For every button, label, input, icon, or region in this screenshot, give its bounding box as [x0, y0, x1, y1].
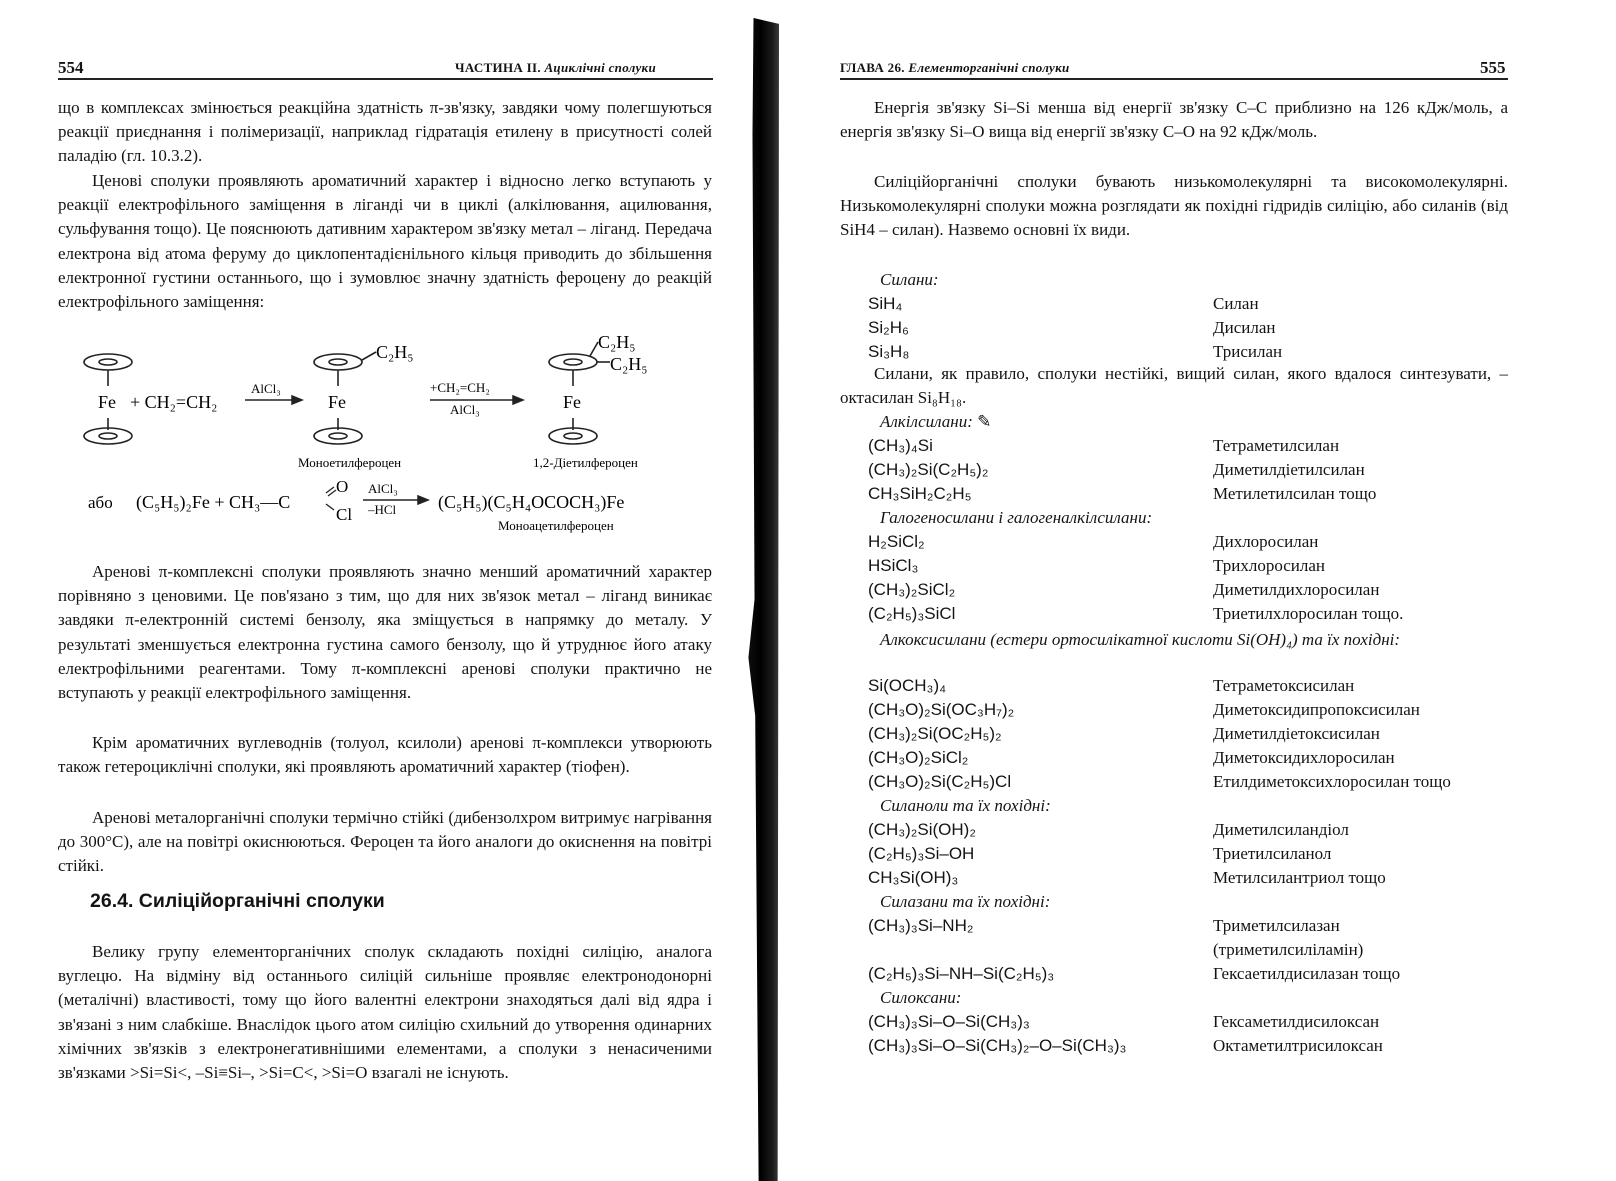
compound-name: Триметилсилазан — [1213, 916, 1340, 935]
running-head-title: Елементорганічні сполуки — [908, 60, 1070, 75]
compound-name: Гексаметилдисилоксан — [1213, 1012, 1380, 1031]
formula: (CH₃)₃Si–O–Si(CH₃)₂–O–Si(CH₃)₃ — [868, 1036, 1127, 1055]
pencil-mark-icon: ✎ — [977, 412, 992, 431]
group-title: Галогеносилани і галогеналкілсилани: — [880, 508, 1153, 527]
formula: H₂SiCl₂ — [868, 532, 925, 551]
header-rule — [840, 78, 1508, 80]
product-caption: 1,2-Діетилфероцен — [533, 455, 638, 470]
formula: (CH₃)₃Si–O–Si(CH₃)₃ — [868, 1012, 1030, 1031]
compound-name: Тетраметилсилан — [1213, 436, 1340, 455]
header-rule — [58, 78, 713, 80]
compound-name: Диметоксидихлоросилан — [1213, 748, 1395, 767]
compound-name: Тетраметоксисилан — [1213, 676, 1355, 695]
section-heading: 26.4. Силіційорганічні сполуки — [90, 890, 385, 912]
page-number: 554 — [58, 58, 84, 77]
compound-name: Октаметилтрисилоксан — [1213, 1036, 1383, 1055]
oxygen-symbol: O — [336, 477, 349, 496]
compound-name: Диметилдіетоксисилан — [1213, 724, 1380, 743]
paragraph: Велику групу елементорганічних сполук складають похідні силіцію, аналога вуглецю. На відміну від останнього силіцій сильніше проявляє електронодонорні (металічні) властивості, тому що його валентні електрони знаходяться далі від ядра і зв'язані з ним слабкіше. Внаслідок цього атом силіцію схильний до утворення одинарних хімічних зв'язків з електронегативнішими елементами, а сполуки з ненасиченими зв'язками >Si=Si<, –Si≡Si–, >Si=C<, >Si=O взагалі не існують. — [58, 942, 712, 1083]
ethyl-group: C₂H₅ — [610, 354, 648, 374]
formula: (C₂H₅)₃SiCl — [868, 604, 956, 623]
iron-symbol: Fe — [563, 392, 581, 412]
paragraph: Силани, як правило, сполуки нестійкі, вищий силан, якого вдалося синтезувати, – октасилан Si₈H₁₈. — [840, 364, 1508, 408]
group-title — [880, 412, 991, 432]
formula: (CH₃)₃Si–NH₂ — [868, 916, 974, 935]
ethyl-group: C₂H₅ — [598, 332, 636, 352]
acylation-reactants: (C₅H₅)₂Fe + CH₃—C — [136, 492, 291, 512]
carbonyl-bonds — [326, 487, 336, 510]
formula: (CH₃)₂Si(OH)₂ — [868, 820, 976, 839]
formula: (CH₃O)₂Si(C₂H₅)Cl — [868, 772, 1012, 791]
product-caption: Моноетилфероцен — [298, 455, 402, 470]
compound-name: Диметилсиландіол — [1213, 820, 1349, 839]
running-head-part: ЧАСТИНА ІІ. — [455, 60, 541, 75]
running-head-title: Ациклічні сполуки — [544, 60, 656, 75]
book-gutter-shadow — [745, 18, 779, 1181]
ethylene-reagent: + CH₂=CH₂ — [130, 392, 218, 412]
compound-name: Триетилсиланол — [1213, 844, 1332, 863]
reaction-arrow — [245, 396, 302, 404]
group-title: Силаноли та їх похідні: — [880, 796, 1051, 815]
compound-name: Диметилдіетилсилан — [1213, 460, 1365, 479]
paragraph: Силіційорганічні сполуки бувають низькомолекулярні та високомолекулярні. Низькомолекулярні сполуки можна розглядати як похідні гідридів силіцію, або силанів (від SiH4 – силан). Назвемо основні їх види. — [840, 172, 1508, 240]
compound-name: Метилсилантриол тощо — [1213, 868, 1386, 887]
formula: (CH₃O)₂SiCl₂ — [868, 748, 969, 767]
paragraph: Енергія зв'язку Si–Si менша від енергії зв'язку С–С приблизно на 126 кДж/моль, а енергія зв'язку Si–O вища від енергії зв'язку С–О на 92 кДж/моль. — [840, 98, 1508, 142]
compound-name: Гексаетилдисилазан тощо — [1213, 964, 1401, 983]
running-head — [455, 60, 656, 76]
or-word: або — [88, 493, 113, 512]
formula: Si(OCH₃)₄ — [868, 676, 947, 695]
paragraph: Ценові сполуки проявляють ароматичний характер і відносно легко вступають у реакції електрофільного заміщення в ліганді чи в циклі (алкілювання, ацилювання, сульфування тощо). Це пояснюють дативним характером зв'язку метал – ліганд. Передача електрона від атома феруму до циклопентадієнільного кільця приводить до збільшення електронної густини останнього, що і зумовлює значну здатність фероцену до реакцій електрофільного заміщення: — [58, 171, 712, 312]
compound-name: Метилетилсилан тощо — [1213, 484, 1377, 503]
compound-name: Диметилдихлоросилан — [1213, 580, 1380, 599]
compound-name: (триметилсиліламін) — [1213, 940, 1364, 959]
compound-name: Дисилан — [1213, 318, 1276, 337]
formula: SiH₄ — [868, 294, 903, 313]
paragraph: Крім ароматичних вуглеводнів (толуол, ксилоли) аренові π-комплекси утворюють також гетероциклічні сполуки, які проявляють ароматичний характер (тіофен). — [58, 733, 712, 777]
formula: (C₂H₅)₃Si–NH–Si(C₂H₅)₃ — [868, 964, 1055, 983]
group-title: Силазани та їх похідні: — [880, 892, 1051, 911]
formula: (CH₃)₂SiCl₂ — [868, 580, 956, 599]
ferrocene-reaction-scheme — [58, 330, 758, 545]
group-title: Алкоксисилани (естери ортосилікатної кислоти Si(OH)₄) та їх похідні: — [880, 630, 1401, 649]
product-caption: Моноацетилфероцен — [498, 518, 614, 533]
ethyl-group: C₂H₅ — [376, 342, 414, 362]
paragraph: Аренові π-комплексні сполуки проявляють значно менший ароматичний характер порівняно з ценовими. Це пов'язано з тим, що для них зв'язок метал – ліганд виникає завдяки π-електронній системі бензолу, яка зміщується в напрямку до металу. У результаті зменшується електронна густина самого бензолу, що й утруднює його атаку електрофільними реагентами. Тому π-комплексні аренові сполуки практично не вступають у реакції електрофільного заміщення. — [58, 562, 712, 703]
running-head — [840, 60, 1070, 76]
formula: (CH₃)₂Si(C₂H₅)₂ — [868, 460, 989, 479]
running-head-chapter: ГЛАВА 26. — [840, 60, 905, 75]
iron-symbol: Fe — [98, 392, 116, 412]
compound-name: Етилдиметоксихлоросилан тощо — [1213, 772, 1451, 791]
paragraph: що в комплексах змінюється реакційна здатність π-зв'язку, завдяки чому полегшуються реакції приєднання і полімеризації, наприклад гідратація етилену в присутності солей паладію (гл. 10.3.2). — [58, 98, 712, 166]
compound-name: Триетилхлоросилан тощо. — [1213, 604, 1404, 623]
formula: (C₂H₅)₃Si–OH — [868, 844, 975, 863]
formula: (CH₃O)₂Si(OC₃H₇)₂ — [868, 700, 1015, 719]
catalyst-label: AlCl₃ — [368, 481, 398, 496]
catalyst-label: AlCl₃ — [450, 402, 480, 417]
group-title: Силоксани: — [880, 988, 962, 1007]
page-number: 555 — [1480, 58, 1506, 77]
chlorine-symbol: Cl — [336, 505, 353, 524]
paragraph: Аренові металорганічні сполуки термічно стійкі (дибензолхром витримує нагрівання до 300°С), але на повітрі окиснюються. Фероцен та його аналоги до окиснення на повітрі стійкі. — [58, 808, 712, 876]
formula: HSiCl₃ — [868, 556, 919, 575]
formula: CH₃SiH₂C₂H₅ — [868, 484, 972, 503]
reagent-ethylene: +CH₂=CH₂ — [430, 380, 490, 395]
byproduct-label: –HCl — [368, 502, 397, 517]
formula: CH₃Si(OH)₃ — [868, 868, 959, 887]
formula: Si₂H₆ — [868, 318, 909, 337]
formula: (CH₃)₄Si — [868, 436, 933, 455]
iron-symbol: Fe — [328, 392, 346, 412]
acylation-product: (C₅H₅)(C₅H₄OCOCH₃)Fe — [438, 492, 625, 512]
formula: Si₃H₈ — [868, 342, 910, 361]
left-page — [0, 0, 740, 1181]
compound-name: Трисилан — [1213, 342, 1283, 361]
formula: (CH₃)₂Si(OC₂H₅)₂ — [868, 724, 1002, 743]
group-title: Силани: — [880, 270, 939, 289]
group-title-text: Алкілсилани: — [880, 412, 973, 431]
compound-name: Диметоксидипропоксисилан — [1213, 700, 1420, 719]
catalyst-label: AlCl₃ — [251, 381, 281, 396]
compound-name: Трихлоросилан — [1213, 556, 1326, 575]
compound-name: Силан — [1213, 294, 1259, 313]
compound-name: Дихлоросилан — [1213, 532, 1319, 551]
